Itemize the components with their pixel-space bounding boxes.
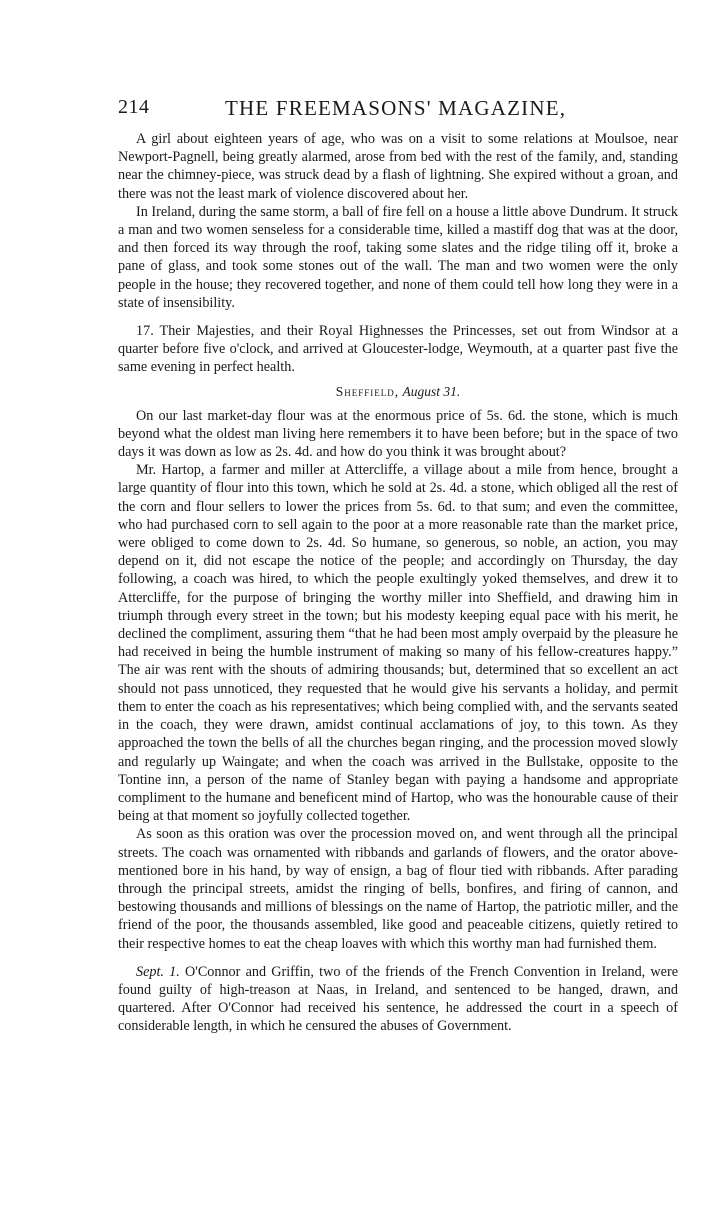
paragraph-hartop: Mr. Hartop, a farmer and miller at Attercliffe, a village about a mile from hence, brought a large quantity of flour into this town, which he sold at 2s. 4d. a stone, which obliged all the rest of the corn and flour sellers to lower the prices from 5s. 6d. to that sum; and even the committee, who had purchased corn to sell again to the poor at a more reasonable rate than the market price, were obliged to come down to 2s. 4d. So humane, so generous, so noble, an action, you may depend on it, did not escape the notice of the people; and accordingly on Thursday, the day following, a coach was hired, to which the people exultingly yoked themselves, and drew it to Attercliffe, for the purpose of bringing the worthy miller into Sheffield, and drawing him in triumph through every street in the town; but his modesty keeping equal pace with his merit, he declined the compliment, assuring them “that he had been most amply overpaid by the pleasure he had received in being the humble instrument of making so many of his fellow-creatures happy.” The air was rent with the shouts of admiring thousands; but, determined that so excellent an act should not pass unnoticed, they requested that he would give his servants a holiday, and permit them to enter the coach as his representatives; which being complied with, and the servants seated in the coach, they were drawn, amidst continual acclamations of joy, to this town. As they approached the town the bells of all the churches began ringing, and the procession moved slowly and regularly up Waingate; and when the coach was arrived in the Bullstake, opposite to the Tontine inn, a person of the name of Stanley began with paying a handsome and appropriate compliment to the humane and beneficent mind of Hartop, who was the honourable cause of their being at that moment so joyfully collected together. xyxy=(118,462,678,825)
dateline-date: August 31. xyxy=(402,383,461,399)
paragraph-oconnor-date: Sept. 1. xyxy=(136,963,180,980)
paragraph-moulsoe: A girl about eighteen years of age, who was on a visit to some relations at Moulsoe, near Newport-Pagnell, being greatly alarmed, arose from bed with the rest of the family, and, standing near the chimney-piece, was struck dead by a flash of lightning. She expired without a groan, and there was not the least mark of violence discovered about her. xyxy=(118,131,678,202)
page-number: 214 xyxy=(118,96,150,118)
paragraph-oconnor-text: O'Connor and Griffin, two of the friends of the French Convention in Ireland, were found guilty of high-treason at Naas, in Ireland, and sentenced to be hanged, drawn, and quartered. After O'Connor had received his sentence, he addressed the court in a speech of considerable length, in which he censured the abuses of Government. xyxy=(118,963,678,1035)
paragraph-royal-journey: 17. Their Majesties, and their Royal Highnesses the Princesses, set out from Windsor at a quarter before five o'clock, and arrived at Gloucester-lodge, Weymouth, at a quarter past five the same evening in perfect health. xyxy=(118,323,678,376)
royal-section xyxy=(118,322,678,377)
storm-section xyxy=(118,130,678,312)
magazine-title: THE FREEMASONS' MAGAZINE, xyxy=(225,96,567,120)
sheffield-section xyxy=(118,407,678,953)
paragraph-flour-price: On our last market-day flour was at the enormous price of 5s. 6d. the stone, which is much beyond what the oldest man living here remembers it to have been before; but in the space of two days it was down as low as 2s. 4d. and how do you think it was brought about? xyxy=(118,407,678,461)
running-head xyxy=(118,96,678,126)
dateline-place: Sheffield, xyxy=(335,383,400,399)
paragraph-dundrum: In Ireland, during the same storm, a ball of fire fell on a house a little above Dundrum. It struck a man and two women senseless for a considerable time, killed a mastiff dog that was at the door, and then forced its way through the roof, taking some slates and the ridge tiling off it, broke a pane of glass, and took some stones out of the wall. The man and two women were the only people in the house; they recovered together, and none of them could tell how long they were in a state of insensibility. xyxy=(118,203,678,311)
paragraph-procession: As soon as this oration was over the procession moved on, and went through all the principal streets. The coach was ornamented with ribbands and garlands of flowers, and the orator above-mentioned bore in his hand, by way of ensign, a bag of flour tied with ribbands. After parading through the principal streets, amidst the ringing of bells, bonfires, and firing of cannon, and bestowing thousands and millions of blessings on the name of Hartop, the patriotic miller, and the friend of the poor, the thousands assembled, like good and peaceable citizens, quietly retired to their respective homes to eat the cheap loaves with which this worthy man had furnished them. xyxy=(118,826,678,952)
sept-section xyxy=(118,963,678,1036)
paragraph-oconnor xyxy=(118,963,678,1036)
magazine-page xyxy=(118,96,678,1036)
dateline xyxy=(118,383,678,401)
